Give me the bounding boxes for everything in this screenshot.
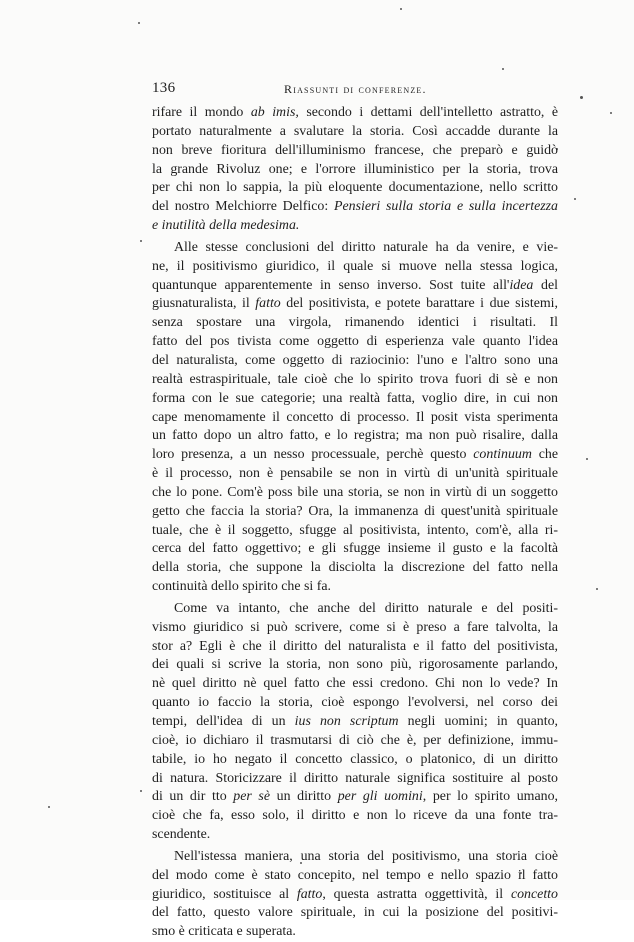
scan-speck — [586, 458, 588, 460]
italic-text: ab imis, — [250, 105, 299, 120]
text-line — [152, 371, 558, 390]
text-line — [152, 179, 558, 198]
text-run: negli uomini; in quanto, — [398, 714, 558, 729]
text-line — [152, 314, 558, 333]
text-run: tabile, io ho negato il concetto classico, o platonico, di un diritto — [152, 751, 558, 767]
text-run: di natura. Storicizzare il diritto naturale significa sostituire al posto — [152, 770, 558, 786]
paragraph — [152, 104, 558, 236]
text-run: , per lo spirito umano, — [422, 789, 559, 805]
text-line — [152, 713, 558, 732]
text-run: cerca del fatto oggettivo; e gli sfugge insieme il gusto e la facoltà — [152, 541, 558, 557]
text-line — [152, 484, 558, 503]
text-line — [152, 770, 558, 789]
text-run: quantunque apparentemente in senso inverso. Sost tuite all' — [152, 277, 510, 293]
text-run: nè quel diritto nè quel fatto che essi credono. Chi non lo vede? In — [152, 676, 558, 692]
paragraph — [152, 239, 558, 597]
text-line — [152, 619, 558, 638]
text-run: smo è criticata e superata. — [152, 924, 296, 940]
text-run: tuale, che è il soggetto, sfugge al positivista, intento, com'è, alla ri- — [152, 522, 558, 538]
text-line — [152, 333, 558, 352]
text-run: cape menomamente il concetto di processo. Il posit vista sperimenta — [152, 409, 558, 425]
text-line — [152, 675, 558, 694]
text-run: fatto del pos tivista come oggetto di esperienza vale quanto l'idea — [152, 334, 558, 350]
scan-speck — [140, 790, 142, 792]
text-run: giuridico, sostituisce al — [152, 886, 297, 902]
text-run: del naturalista, come oggetto di raziocinio: l'uno e l'altro sono una — [152, 352, 558, 368]
text-line — [152, 732, 558, 751]
page-number: 136 — [152, 80, 176, 96]
text-run: non breve fioritura dell'illuminismo francese, che preparò e guidò — [152, 142, 558, 158]
text-run: un diritto — [270, 789, 338, 805]
text-run: Come va intanto, che anche del diritto naturale e del positi- — [174, 600, 558, 616]
text-run: giusnaturalista, il — [152, 296, 256, 312]
scan-speck — [138, 22, 140, 24]
text-line — [152, 751, 558, 770]
text-run: loro presenza, a un nesso processuale, perchè questo — [152, 447, 474, 463]
text-line — [152, 217, 558, 236]
text-run: che — [531, 447, 558, 463]
paragraph — [152, 848, 558, 942]
text-run: dei quali si scrive la storia, non sono più, rigorosamente parlando, — [152, 657, 558, 673]
running-head — [152, 80, 442, 100]
text-run: realtà estraspirituale, tale cioè che lo spirito trova fuori di sè e non — [152, 371, 558, 387]
text-line — [152, 198, 558, 217]
italic-text: ius non scriptum — [294, 714, 399, 729]
body-text — [152, 104, 558, 942]
text-line — [152, 656, 558, 675]
italic-text: continuum — [473, 447, 532, 463]
text-line — [152, 904, 558, 923]
text-run: è il processo, non è pensabile se non in virtù di un'unità spirituale — [152, 466, 558, 482]
scan-speck — [596, 588, 598, 590]
text-line — [152, 352, 558, 371]
text-run: la grande Rivoluz one; e l'orrore illuministico per la storia, trova — [152, 161, 558, 177]
text-run: vismo giuridico si può scrivere, come si è preso a fare talvolta, la — [152, 619, 558, 635]
text-line — [152, 522, 558, 541]
text-line — [152, 123, 558, 142]
italic-text: fatto — [255, 296, 281, 312]
italic-text: per sè — [233, 789, 270, 805]
text-run: per chi non lo sappia, la più eloquente documentazione, nello scritto — [152, 180, 558, 196]
text-line — [152, 559, 558, 578]
running-title: Riassunti di conferenze. — [284, 82, 427, 96]
text-line — [152, 239, 558, 258]
text-run: cioè che fa, esso solo, il diritto e non lo riceve da una fonte tra- — [152, 808, 558, 824]
text-run: del nostro Melchiorre Delfico: — [152, 199, 334, 215]
scan-speck — [48, 806, 50, 808]
text-line — [152, 503, 558, 522]
text-run: Alle stesse conclusioni del diritto naturale ha da venire, e vie- — [174, 239, 558, 255]
paragraph — [152, 600, 558, 845]
text-run: getto che faccia la storia? Ora, la immanenza di quest'unità spirituale — [152, 503, 558, 519]
text-line — [152, 600, 558, 619]
italic-text: fatto — [296, 886, 323, 902]
text-run: che lo pone. Com'è poss bile una storia, se non in virtù di un soggetto — [152, 484, 558, 500]
text-line — [152, 638, 558, 657]
text-run: stor a? Egli è che il diritto del naturalista e il fatto del positivista, — [152, 638, 558, 654]
text-line — [152, 161, 558, 180]
text-line — [152, 923, 558, 942]
text-line — [152, 409, 558, 428]
text-line — [152, 465, 558, 484]
text-line — [152, 788, 558, 807]
text-run: senza spostare una virgola, rimanendo identici i risultati. Il — [152, 315, 558, 331]
text-line — [152, 848, 558, 867]
italic-text: per gli uomini — [337, 789, 423, 805]
text-line — [152, 104, 558, 123]
text-run: secondo i dettami dell'intelletto astratto, è — [298, 105, 559, 120]
text-run: del fatto, questo valore spirituale, in cui la posizione del positivi- — [152, 905, 558, 921]
text-run: scendente. — [152, 827, 211, 843]
italic-text: idea — [509, 277, 534, 293]
text-line — [152, 807, 558, 826]
text-line — [152, 867, 558, 886]
text-run: di un dir tto — [152, 789, 234, 805]
scan-speck — [580, 96, 583, 99]
scan-speck — [574, 198, 576, 200]
scan-speck — [400, 8, 402, 10]
text-line — [152, 886, 558, 905]
text-line — [152, 694, 558, 713]
text-line — [152, 446, 558, 465]
text-run: del modo come è stato concepito, nel tempo e nello spazio il fatto — [152, 867, 558, 883]
text-line — [152, 295, 558, 314]
scan-speck — [502, 68, 504, 70]
text-run: Nell'istessa maniera, una storia del positivismo, una storia cioè — [174, 848, 558, 864]
text-run: della storia, che suppone la disciolta la discrezione del fatto nella — [152, 560, 558, 576]
text-line — [152, 142, 558, 161]
text-run: rifare il mondo — [152, 105, 251, 120]
text-line — [152, 427, 558, 446]
text-run: , questa astratta oggettività, il — [322, 886, 511, 902]
text-line — [152, 390, 558, 409]
text-run: portato naturalmente a svalutare la storia. Così accadde durante la — [152, 123, 558, 139]
text-run: cioè, io dichiaro il trasmutarsi di ciò che è, per definizione, immu- — [152, 732, 558, 748]
italic-text: Pensieri sulla storia e sulla incertezza — [333, 199, 559, 215]
text-line — [152, 258, 558, 277]
text-run: tempi, dell'idea di un — [152, 714, 295, 729]
text-run: un fatto dopo un altro fatto, e lo registra; ma non può risalire, dalla — [152, 428, 558, 444]
text-run: quanto io faccio la storia, cioè espongo l'evolversi, nel corso dei — [152, 695, 558, 711]
text-run: ne, il positivismo giuridico, il quale si muove nella stessa logica, — [152, 258, 558, 274]
text-line — [152, 277, 558, 296]
italic-text: e inutilità della medesima. — [152, 218, 300, 234]
text-run: forma con le sue categorie; una realtà fatta, voglio dire, in cui non — [152, 390, 558, 406]
text-line — [152, 540, 558, 559]
text-run: del — [533, 277, 558, 293]
text-run: continuità dello spirito che si fa. — [152, 579, 331, 595]
text-line — [152, 578, 558, 597]
scan-speck — [610, 112, 612, 114]
text-run: del positivista, e potete barattare i due sistemi, — [280, 296, 558, 312]
text-line — [152, 826, 558, 845]
scan-speck — [140, 240, 142, 242]
italic-text: concetto — [510, 886, 558, 902]
